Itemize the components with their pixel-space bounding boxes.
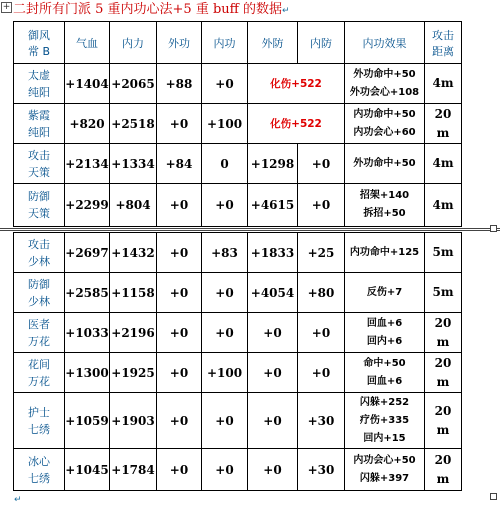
sect-name-cell-line: 少林 — [28, 294, 50, 308]
sect-name-cell-line: 纯阳 — [28, 125, 50, 139]
table-row — [14, 353, 462, 393]
skill-effect-cell — [345, 184, 425, 227]
sect-name-cell-line: 天策 — [28, 165, 50, 179]
page-divider — [0, 228, 500, 229]
attack-range-cell-line: 20 — [434, 403, 452, 418]
header-cell: 内防 — [298, 22, 345, 64]
attack-range-cell — [425, 353, 462, 393]
inner-attack-cell: +0 — [202, 184, 248, 227]
header-cell: 内力 — [110, 22, 157, 64]
attack-range-cell — [425, 449, 462, 491]
outer-attack-cell: +0 — [157, 233, 202, 273]
sect-stats-table-2 — [13, 232, 462, 491]
inner-attack-cell: +0 — [202, 64, 248, 104]
table-row — [14, 144, 462, 184]
outer-defense-cell: +0 — [248, 313, 298, 353]
sect-name-cell — [14, 64, 65, 104]
sect-name-cell-line: 医者 — [28, 317, 50, 331]
skill-effect-cell-line: 拆招+50 — [363, 208, 406, 219]
hp-cell: +2134 — [65, 144, 110, 184]
attack-range-cell — [425, 273, 462, 313]
skill-effect-cell-line: 招架+140 — [359, 190, 410, 201]
sect-name-cell — [14, 393, 65, 449]
attack-range-cell — [425, 104, 462, 144]
mp-cell: +1903 — [110, 393, 157, 449]
outer-defense-cell: +1833 — [248, 233, 298, 273]
outer-defense-cell: +0 — [248, 449, 298, 491]
sect-name-cell-line: 万花 — [28, 334, 50, 348]
header-cell-range-line: 攻击 — [432, 28, 454, 42]
inner-attack-cell: +0 — [202, 313, 248, 353]
mp-cell: +2518 — [110, 104, 157, 144]
sect-name-cell-line: 天策 — [28, 207, 50, 220]
skill-effect-cell-line: 内功命中+125 — [349, 246, 420, 258]
attack-range-cell — [425, 233, 462, 273]
inner-attack-cell: +0 — [202, 393, 248, 449]
skill-effect-cell-line: 回内+15 — [363, 432, 406, 444]
sect-name-cell-line: 七绣 — [28, 422, 50, 436]
header-cell-sect-line: 御风 — [28, 28, 50, 42]
table-row — [14, 313, 462, 353]
page-divider-2 — [0, 230, 500, 231]
header-cell-range — [425, 22, 462, 64]
inner-defense-cell: +0 — [298, 353, 345, 393]
sect-name-cell-line: 冰心 — [28, 454, 50, 468]
hp-cell: +2697 — [65, 233, 110, 273]
header-cell: 气血 — [65, 22, 110, 64]
outer-defense-cell: +0 — [248, 353, 298, 393]
skill-effect-cell-line: 内功命中+50 — [353, 108, 416, 120]
move-anchor-icon[interactable]: + — [2, 2, 11, 12]
attack-range-cell-line: m — [436, 334, 450, 349]
outer-attack-cell: +84 — [157, 144, 202, 184]
hp-cell: +1045 — [65, 449, 110, 491]
header-cell: 内功 — [202, 22, 248, 64]
outer-defense-cell: +1298 — [248, 144, 298, 184]
skill-effect-cell-line: 回内+6 — [366, 335, 403, 347]
skill-effect-cell — [345, 104, 425, 144]
skill-effect-cell — [345, 233, 425, 273]
skill-effect-cell — [345, 144, 425, 184]
header-cell-range-line: 距离 — [432, 44, 454, 58]
table-row — [14, 64, 462, 104]
mp-cell: +2196 — [110, 313, 157, 353]
attack-range-cell — [425, 64, 462, 104]
sect-name-cell — [14, 353, 65, 393]
inner-defense-cell: +0 — [298, 144, 345, 184]
mp-cell: +804 — [110, 184, 157, 227]
skill-effect-cell-line: 命中+50 — [363, 357, 406, 369]
outer-attack-cell: +0 — [157, 449, 202, 491]
inner-defense-cell: +30 — [298, 393, 345, 449]
header-cell-sect — [14, 22, 65, 64]
table-row — [14, 393, 462, 449]
attack-range-cell — [425, 313, 462, 353]
skill-effect-cell-line: 外功命中+50 — [353, 157, 416, 169]
mp-cell: +1784 — [110, 449, 157, 491]
sect-name-cell-line: 攻击 — [28, 237, 50, 251]
attack-range-cell — [425, 393, 462, 449]
sect-name-cell-line: 防御 — [28, 190, 50, 203]
skill-effect-cell-line: 外功命中+50 — [353, 68, 416, 80]
attack-range-cell — [425, 144, 462, 184]
paragraph-mark-icon: ↵ — [282, 6, 290, 16]
hp-cell: +1033 — [65, 313, 110, 353]
sect-name-cell-line: 花间 — [28, 357, 50, 371]
hp-cell: +820 — [65, 104, 110, 144]
outer-defense-cell: +0 — [248, 393, 298, 449]
table-row — [14, 233, 462, 273]
table-row — [14, 273, 462, 313]
sect-name-cell-line: 万花 — [28, 374, 50, 388]
attack-range-cell-line: 20 — [434, 355, 452, 370]
sect-name-cell-line: 紫霞 — [28, 108, 50, 122]
mp-cell: +2065 — [110, 64, 157, 104]
outer-attack-cell: +0 — [157, 313, 202, 353]
skill-effect-cell-line: 回血+6 — [366, 317, 403, 329]
sect-name-cell-line: 防御 — [28, 277, 50, 291]
inner-attack-cell: +0 — [202, 273, 248, 313]
inner-defense-cell: +30 — [298, 449, 345, 491]
sect-name-cell-line: 攻击 — [28, 148, 50, 162]
sect-name-cell-line: 太虚 — [28, 68, 50, 82]
outer-attack-cell: +0 — [157, 393, 202, 449]
hp-cell: +2299 — [65, 184, 110, 227]
mp-cell: +1925 — [110, 353, 157, 393]
attack-range-cell-line: m — [436, 471, 450, 486]
skill-effect-cell-line: 闪躲+397 — [359, 472, 410, 484]
sect-name-cell-line: 纯阳 — [28, 85, 50, 99]
header-cell-sect-line: 常 B — [27, 44, 51, 58]
outer-defense-cell: +4054 — [248, 273, 298, 313]
document-title: 二封所有门派 5 重内功心法+5 重 buff 的数据↵ — [13, 2, 290, 17]
skill-effect-cell — [345, 273, 425, 313]
sect-name-cell — [14, 104, 65, 144]
skill-effect-cell-line: 反伤+7 — [366, 286, 403, 298]
hp-cell: +1300 — [65, 353, 110, 393]
inner-attack-cell: +100 — [202, 104, 248, 144]
header-row — [14, 22, 462, 64]
skill-effect-cell — [345, 449, 425, 491]
attack-range-cell-line: 4m — [432, 76, 454, 90]
sect-name-cell — [14, 449, 65, 491]
attack-range-cell-line: m — [436, 374, 450, 389]
skill-effect-cell-line: 内功会心+50 — [353, 454, 416, 466]
table-row — [14, 184, 462, 227]
inner-defense-cell: +0 — [298, 313, 345, 353]
damage-reduction-cell: 化伤+522 — [248, 64, 345, 104]
header-cell: 内功效果 — [345, 22, 425, 64]
attack-range-cell-line: m — [436, 125, 450, 140]
attack-range-cell-line: 5m — [432, 245, 454, 259]
hp-cell: +2585 — [65, 273, 110, 313]
skill-effect-cell — [345, 313, 425, 353]
skill-effect-cell-line: 回血+6 — [366, 375, 403, 387]
inner-defense-cell: +25 — [298, 233, 345, 273]
paragraph-mark-icon: ↵ — [14, 495, 22, 505]
hp-cell: +1404 — [65, 64, 110, 104]
inner-attack-cell: +0 — [202, 449, 248, 491]
attack-range-cell-line: 20 — [434, 315, 452, 330]
inner-attack-cell: +100 — [202, 353, 248, 393]
inner-defense-cell: +0 — [298, 184, 345, 227]
inner-defense-cell: +80 — [298, 273, 345, 313]
skill-effect-cell-line: 闪躲+252 — [359, 396, 410, 408]
skill-effect-cell — [345, 393, 425, 449]
outer-attack-cell: +0 — [157, 184, 202, 227]
skill-effect-cell — [345, 64, 425, 104]
mp-cell: +1432 — [110, 233, 157, 273]
outer-defense-cell: +4615 — [248, 184, 298, 227]
sect-name-cell-line: 护士 — [28, 405, 50, 419]
mp-cell: +1334 — [110, 144, 157, 184]
table-row — [14, 104, 462, 144]
hp-cell: +1059 — [65, 393, 110, 449]
skill-effect-cell — [345, 353, 425, 393]
attack-range-cell-line: 20 — [434, 452, 452, 467]
table-resize-handle-icon[interactable] — [490, 493, 497, 500]
outer-attack-cell: +88 — [157, 64, 202, 104]
sect-name-cell — [14, 184, 65, 227]
sect-name-cell-line: 少林 — [28, 254, 50, 268]
attack-range-cell-line: 4m — [432, 197, 454, 212]
skill-effect-cell-line: 外功会心+108 — [349, 86, 420, 98]
outer-attack-cell: +0 — [157, 353, 202, 393]
skill-effect-cell-line: 疗伤+335 — [359, 414, 410, 426]
attack-range-cell-line: 4m — [432, 156, 454, 170]
sect-stats-table-1 — [13, 21, 462, 227]
damage-reduction-cell: 化伤+522 — [248, 104, 345, 144]
outer-attack-cell: +0 — [157, 273, 202, 313]
sect-name-cell — [14, 273, 65, 313]
attack-range-cell-line: 5m — [432, 285, 454, 299]
header-cell: 外防 — [248, 22, 298, 64]
sect-name-cell — [14, 144, 65, 184]
sect-name-cell — [14, 313, 65, 353]
skill-effect-cell-line: 内功会心+60 — [353, 126, 416, 138]
mp-cell: +1158 — [110, 273, 157, 313]
table-resize-handle-icon[interactable] — [490, 225, 497, 232]
attack-range-cell-line: 20 — [434, 106, 452, 121]
sect-name-cell — [14, 233, 65, 273]
inner-attack-cell: +83 — [202, 233, 248, 273]
outer-attack-cell: +0 — [157, 104, 202, 144]
inner-attack-cell: 0 — [202, 144, 248, 184]
sect-name-cell-line: 七绣 — [28, 471, 50, 485]
attack-range-cell-line: m — [436, 422, 450, 437]
header-cell: 外功 — [157, 22, 202, 64]
attack-range-cell — [425, 184, 462, 227]
table-row — [14, 449, 462, 491]
